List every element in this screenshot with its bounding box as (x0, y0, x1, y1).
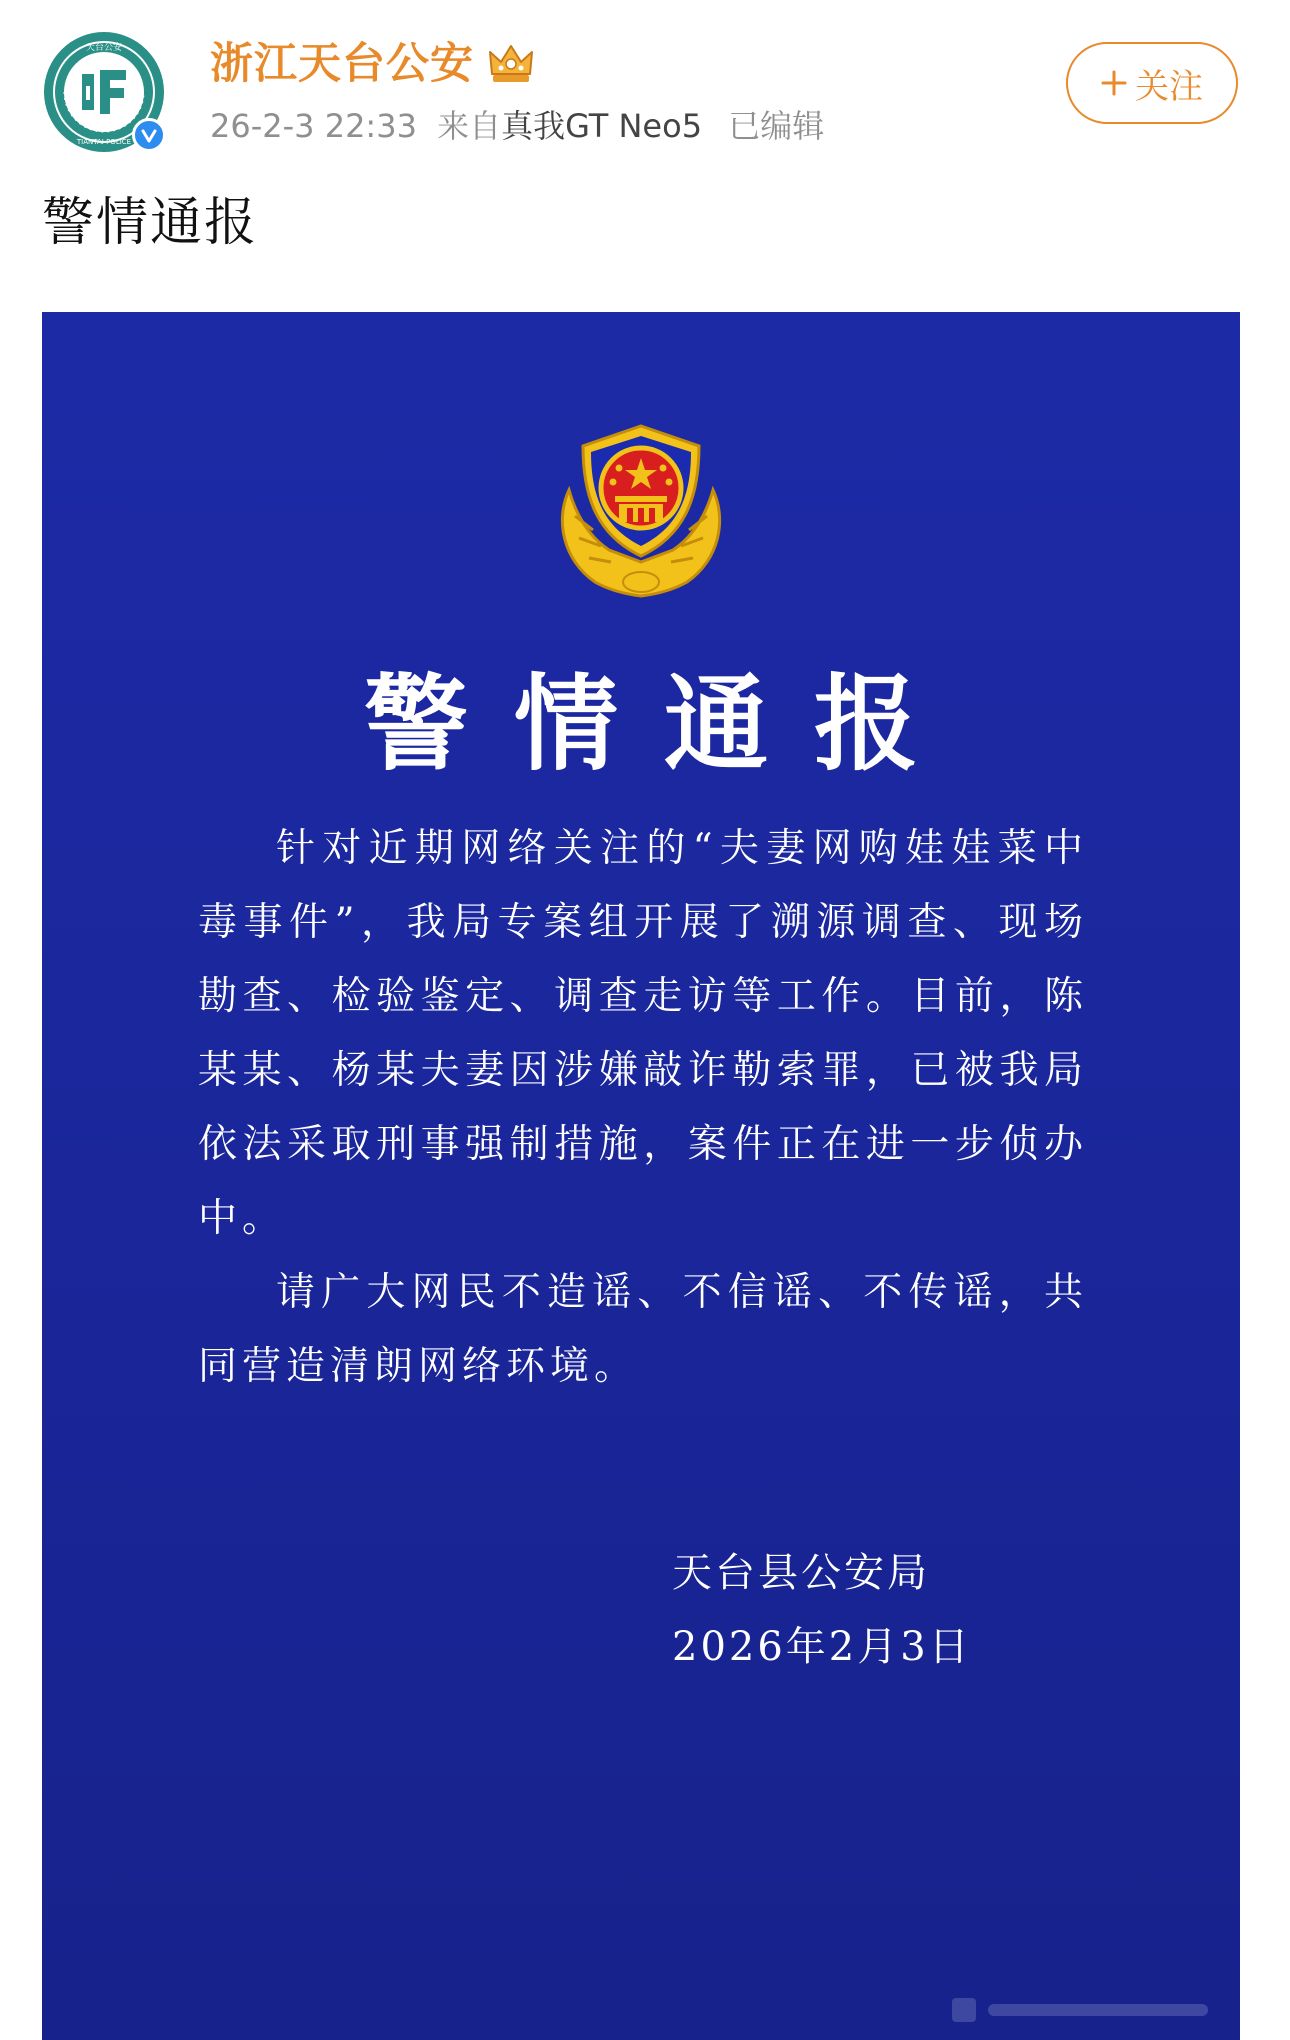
notice-paragraph: 请广大网民不造谣、不信谣、不传谣，共同营造清朗网络环境。 (198, 1270, 1088, 1389)
avatar-bottom-text: TIANTAI POLICE (76, 138, 132, 146)
post-source-prefix: 来自 (437, 107, 502, 145)
post-device[interactable]: 真我GT Neo5 (501, 107, 703, 145)
post-meta (210, 104, 834, 148)
avatar-top-text: 天台公安 (85, 43, 123, 53)
verified-badge-icon (132, 118, 166, 152)
notice-signature (672, 1536, 972, 1684)
notice-title: 警情通报 (363, 662, 964, 785)
watermark-icon (948, 1990, 1218, 2030)
police-emblem-icon (549, 420, 733, 610)
notice-date: 2026年2月3日 (672, 1624, 972, 1670)
notice-body (198, 812, 1088, 1404)
post-header (0, 0, 1290, 180)
notice-issuer: 天台县公安局 (672, 1550, 930, 1596)
post-title: 警情通报 (42, 193, 259, 253)
username-row (210, 36, 534, 92)
post-time: 26-2-3 22:33 (210, 107, 417, 145)
username[interactable]: 浙江天台公安 (210, 39, 474, 89)
notice-image[interactable] (42, 312, 1240, 2040)
plus-icon (1101, 70, 1127, 96)
follow-button[interactable] (1066, 42, 1238, 124)
notice-paragraph: 针对近期网络关注的“夫妻网购娃娃菜中毒事件”，我局专案组开展了溯源调查、现场勘查、检验鉴定、调查走访等工作。目前，陈某某、杨某夫妻因涉嫌敲诈勒索罪，已被我局依法采取刑事强制措施，案件正在进一步侦办中。 (198, 826, 1088, 1241)
crown-icon (488, 44, 534, 84)
follow-button-label: 关注 (1135, 66, 1203, 107)
edited-label[interactable]: 已编辑 (728, 107, 825, 145)
